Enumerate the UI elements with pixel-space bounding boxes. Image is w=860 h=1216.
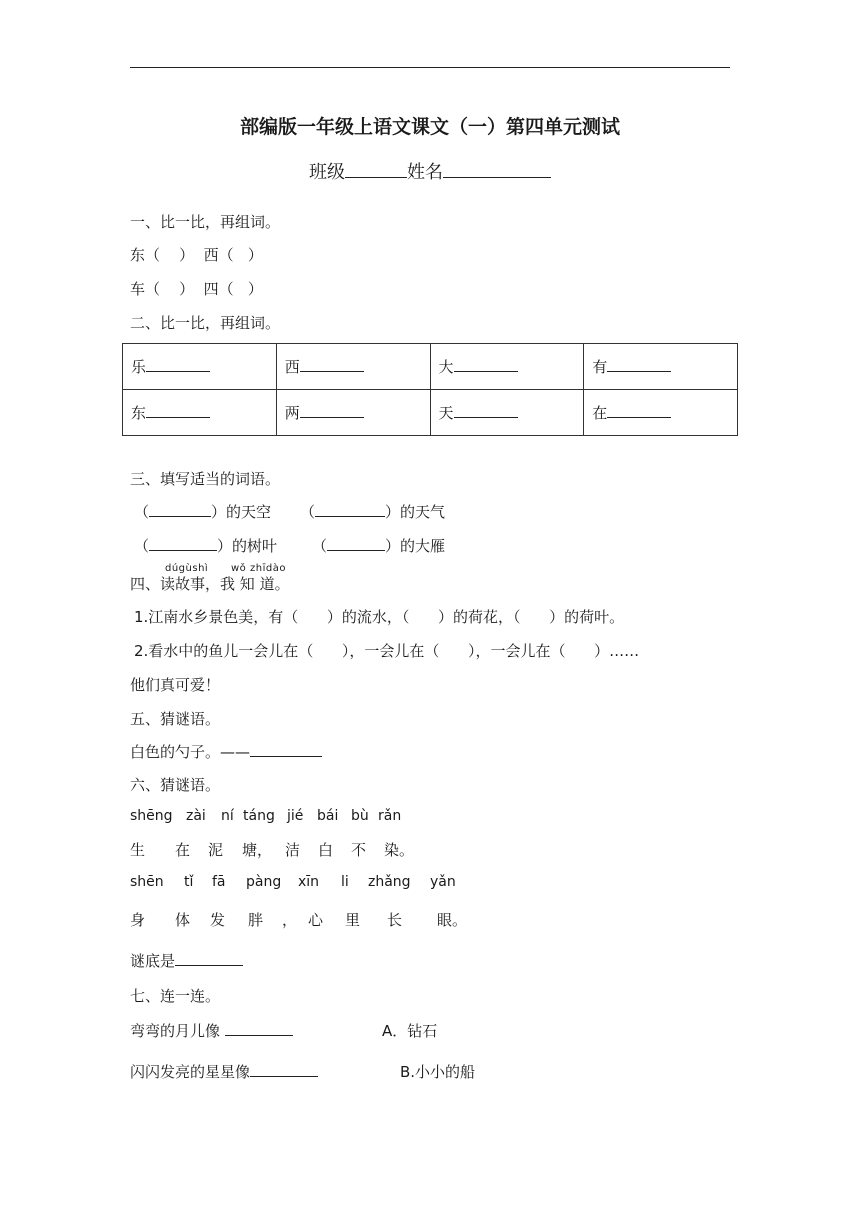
fill-blank[interactable] bbox=[149, 536, 217, 551]
grid-cell[interactable] bbox=[123, 344, 277, 390]
grid-blank bbox=[146, 357, 210, 372]
hanzi-char: 发 bbox=[210, 911, 226, 929]
hanzi-char: 长 bbox=[387, 911, 403, 929]
pinyin-syllable: ní bbox=[221, 808, 234, 824]
section-1-heading: 一、比一比，再组词。 bbox=[130, 213, 281, 231]
pinyin-wozhidao: wǒ zhīdào bbox=[231, 563, 286, 574]
pinyin-syllable: xīn bbox=[298, 874, 320, 890]
open-paren: （ bbox=[134, 537, 150, 555]
hanzi-char: 塘， bbox=[242, 841, 273, 859]
match-right-2: B.小小的船 bbox=[400, 1063, 476, 1081]
name-label: 姓名 bbox=[407, 162, 443, 183]
pinyin-syllable: fā bbox=[212, 874, 226, 890]
grid-cell[interactable] bbox=[276, 390, 430, 436]
grid-row bbox=[123, 390, 738, 436]
hanzi-char: 泥 bbox=[208, 841, 224, 859]
class-blank[interactable] bbox=[345, 159, 407, 178]
grid-char: 大 bbox=[438, 358, 454, 376]
hanzi-char: 眼。 bbox=[437, 911, 468, 929]
grid-char: 两 bbox=[284, 404, 300, 422]
section-4-text-a: 读故事， bbox=[160, 575, 221, 593]
section-4-number: 四、 bbox=[130, 575, 161, 593]
grid-char: 东 bbox=[131, 404, 147, 422]
hanzi-char: 心 bbox=[308, 911, 324, 929]
section-4-line-2: 2.看水中的鱼儿一会儿在（ ），一会儿在（ ），一会儿在（ ）…… bbox=[134, 642, 640, 660]
section-4-heading bbox=[130, 573, 290, 594]
top-rule bbox=[130, 67, 730, 68]
grid-blank bbox=[454, 403, 518, 418]
grid-cell[interactable] bbox=[430, 344, 584, 390]
pinyin-syllable: rǎn bbox=[378, 808, 402, 824]
grid-blank bbox=[300, 403, 364, 418]
hanzi-char: 染。 bbox=[384, 841, 415, 859]
open-paren: （ bbox=[134, 503, 150, 521]
riddle-answer-blank[interactable] bbox=[250, 742, 322, 757]
grid-cell[interactable] bbox=[276, 344, 430, 390]
hanzi-char: 胖 bbox=[248, 911, 264, 929]
pinyin-syllable: pàng bbox=[246, 874, 282, 890]
match-left-1 bbox=[130, 1020, 293, 1041]
pinyin-syllable: bù bbox=[351, 808, 369, 824]
hanzi-char: 不 bbox=[351, 841, 367, 859]
fill-item bbox=[134, 501, 271, 522]
pinyin-syllable: zhǎng bbox=[368, 874, 411, 890]
match-left-text: 弯弯的月儿像 bbox=[130, 1022, 221, 1040]
grid-cell[interactable] bbox=[584, 390, 738, 436]
section-3-heading: 三、填写适当的词语。 bbox=[130, 470, 281, 488]
page-title: 部编版一年级上语文课文（一）第四单元测试 bbox=[239, 116, 620, 138]
answer-label: 谜底是 bbox=[130, 952, 176, 970]
open-paren: （ bbox=[300, 503, 316, 521]
pinyin-syllable: yǎn bbox=[430, 874, 456, 890]
riddle-6-answer-blank[interactable] bbox=[175, 951, 243, 966]
name-blank[interactable] bbox=[443, 159, 551, 178]
class-name-line bbox=[0, 158, 860, 184]
riddle-text: 白色的勺子。—— bbox=[130, 743, 251, 761]
grid-row bbox=[123, 344, 738, 390]
hanzi-char: 生 bbox=[130, 841, 146, 859]
riddle-6-answer bbox=[130, 950, 243, 971]
match-left-2 bbox=[130, 1061, 318, 1082]
fill-blank[interactable] bbox=[315, 502, 385, 517]
riddle-5 bbox=[130, 741, 322, 762]
section-5-heading: 五、猜谜语。 bbox=[130, 710, 221, 728]
pinyin-syllable: jié bbox=[287, 808, 304, 824]
section-4-line-1: 1.江南水乡景色美，有（ ）的流水，（ ）的荷花，（ ）的荷叶。 bbox=[134, 608, 625, 626]
pinyin-syllable: tǐ bbox=[184, 874, 194, 890]
grid-char: 有 bbox=[592, 358, 608, 376]
open-paren: （ bbox=[312, 537, 328, 555]
fill-item bbox=[134, 535, 277, 556]
grid-cell[interactable] bbox=[123, 390, 277, 436]
fill-suffix: ）的大雁 bbox=[385, 537, 446, 555]
grid-blank bbox=[607, 403, 671, 418]
hanzi-char: 洁 bbox=[285, 841, 301, 859]
section-2-heading: 二、比一比，再组词。 bbox=[130, 314, 281, 332]
grid-char: 天 bbox=[438, 404, 454, 422]
section-7-heading: 七、连一连。 bbox=[130, 987, 221, 1005]
section-6-heading: 六、猜谜语。 bbox=[130, 776, 221, 794]
section-4-text-b: 我 知 道。 bbox=[220, 575, 290, 593]
hanzi-char: 体 bbox=[175, 911, 191, 929]
pinyin-syllable: bái bbox=[317, 808, 339, 824]
grid-char: 乐 bbox=[131, 358, 147, 376]
hanzi-char: 里 bbox=[345, 911, 361, 929]
class-label: 班级 bbox=[309, 162, 345, 183]
grid-char: 在 bbox=[592, 404, 608, 422]
fill-item bbox=[300, 501, 445, 522]
pinyin-syllable: shēng bbox=[130, 808, 173, 824]
section-4-line-3: 他们真可爱！ bbox=[130, 676, 221, 694]
word-grid bbox=[122, 343, 738, 436]
hanzi-char: 白 bbox=[318, 841, 334, 859]
pinyin-syllable: li bbox=[341, 874, 349, 890]
grid-blank bbox=[300, 357, 364, 372]
section-1-row-1: 东（ ） 西（ ） bbox=[130, 246, 263, 264]
pinyin-syllable: táng bbox=[243, 808, 275, 824]
hanzi-char: 在 bbox=[175, 841, 191, 859]
fill-blank[interactable] bbox=[149, 502, 211, 517]
match-blank-1[interactable] bbox=[225, 1021, 293, 1036]
match-blank-2[interactable] bbox=[250, 1062, 318, 1077]
fill-item bbox=[312, 535, 445, 556]
grid-char: 西 bbox=[284, 358, 300, 376]
fill-suffix: ）的树叶 bbox=[217, 537, 278, 555]
grid-cell[interactable] bbox=[430, 390, 584, 436]
match-right-1: A．钻石 bbox=[382, 1022, 438, 1040]
fill-suffix: ）的天空 bbox=[211, 503, 272, 521]
section-1-row-2: 车（ ） 四（ ） bbox=[130, 280, 263, 298]
grid-cell[interactable] bbox=[584, 344, 738, 390]
pinyin-syllable: shēn bbox=[130, 874, 164, 890]
fill-suffix: ）的天气 bbox=[385, 503, 446, 521]
grid-blank bbox=[607, 357, 671, 372]
fill-blank[interactable] bbox=[327, 536, 385, 551]
match-left-text: 闪闪发亮的星星像 bbox=[130, 1063, 251, 1081]
pinyin-syllable: zài bbox=[186, 808, 206, 824]
hanzi-char: ， bbox=[282, 911, 298, 929]
grid-blank bbox=[454, 357, 518, 372]
pinyin-dugushi: dúgùshì bbox=[165, 563, 209, 574]
grid-blank bbox=[146, 403, 210, 418]
hanzi-char: 身 bbox=[130, 911, 146, 929]
